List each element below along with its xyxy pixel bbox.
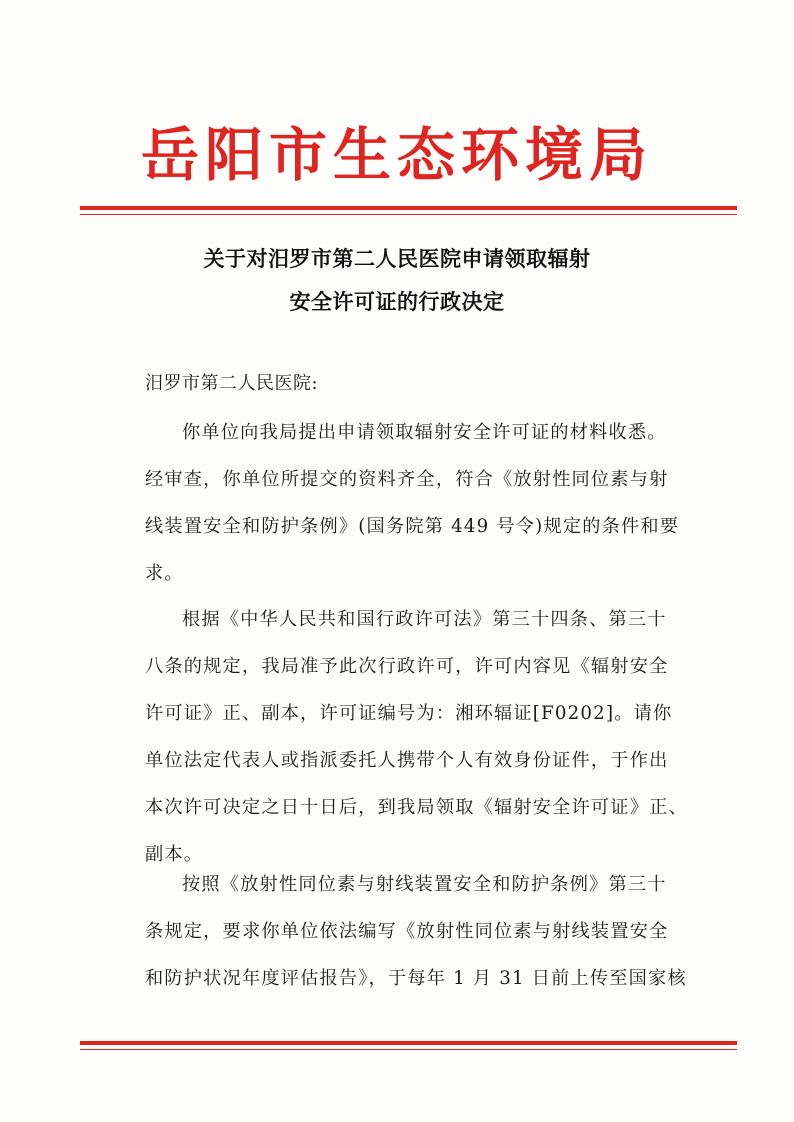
salutation: 汨罗市第二人民医院: <box>145 373 319 394</box>
letterhead-rule-thick <box>80 206 737 210</box>
footer-rule-thin <box>80 1049 737 1050</box>
paragraph-3 <box>145 861 685 1002</box>
paragraph-line: 许可证》正、副本，许可证编号为：湘环辐证[F0202]。请你 <box>145 703 673 724</box>
footer-rule-thick <box>80 1041 737 1045</box>
paragraph-line: 八条的规定，我局准予此次行政许可，许可内容见《辐射安全 <box>145 656 669 677</box>
paragraph-line: 你单位向我局提出申请领取辐射安全许可证的材料收悉。 <box>182 422 667 443</box>
paragraph-line: 求。 <box>145 563 184 584</box>
document-title-line-1: 关于对汨罗市第二人民医院申请领取辐射 <box>203 247 591 271</box>
paragraph-line: 副本。 <box>145 844 204 865</box>
paragraph-line: 根据《中华人民共和国行政许可法》第三十四条、第三十 <box>182 609 667 630</box>
paragraph-line: 和防护状况年度评估报告》，于每年 1 月 31 日前上传至国家核 <box>145 968 687 989</box>
letterhead-rule-thin <box>80 214 737 215</box>
paragraph-line: 本次许可决定之日十日后，到我局领取《辐射安全许可证》正、 <box>145 797 688 818</box>
paragraph-line: 线装置安全和防护条例》(国务院第 449 号令)规定的条件和要 <box>145 516 680 537</box>
paragraph-line: 条规定，要求你单位依法编写《放射性同位素与射线装置安全 <box>145 921 669 942</box>
document-title-line-2: 安全许可证的行政决定 <box>289 290 505 314</box>
paragraph-line: 单位法定代表人或指派委托人携带个人有效身份证件，于作出 <box>145 750 669 771</box>
paragraph-line: 按照《放射性同位素与射线装置安全和防护条例》第三十 <box>182 874 667 895</box>
paragraph-line: 经审查，你单位所提交的资料齐全，符合《放射性同位素与射 <box>145 469 669 490</box>
paragraph-2 <box>145 596 688 878</box>
paragraph-1 <box>145 409 685 597</box>
letterhead-org-name: 岳阳市生态环境局 <box>140 121 653 189</box>
